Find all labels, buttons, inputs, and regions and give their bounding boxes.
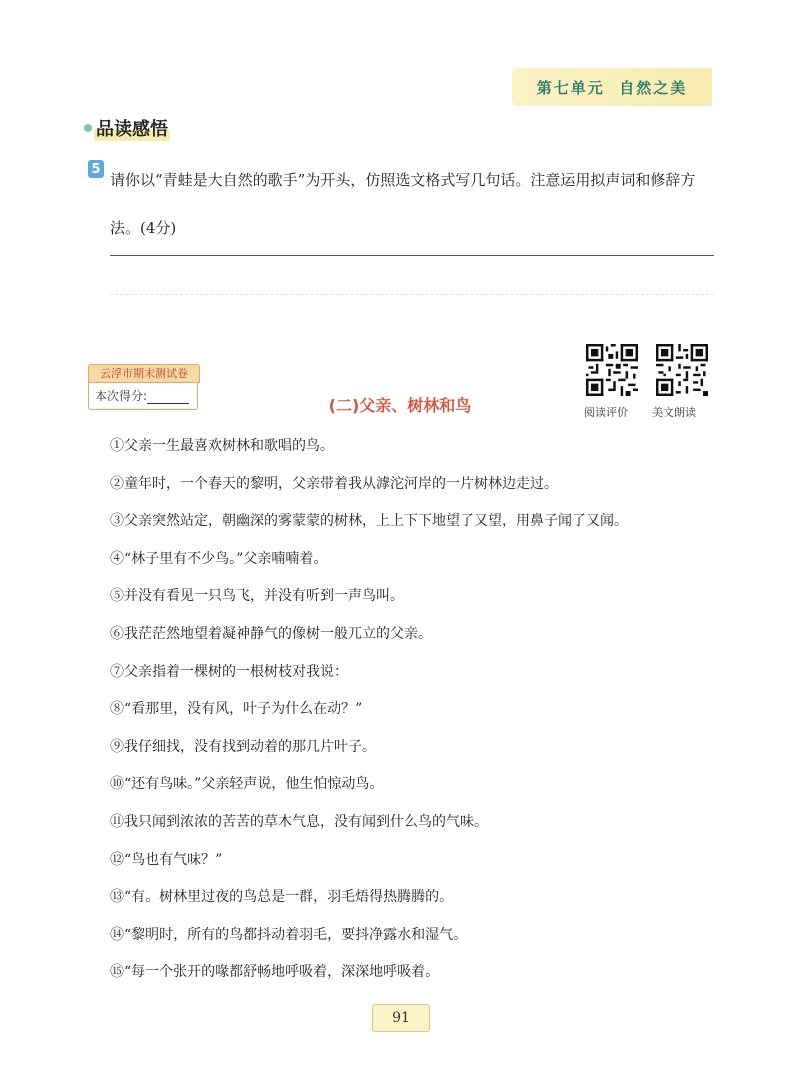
unit-label: 第七单元 自然之美 bbox=[536, 78, 688, 97]
answer-line[interactable] bbox=[110, 255, 714, 256]
paragraph: ④“林子里有不少鸟。”父亲喃喃着。 bbox=[110, 550, 328, 567]
paragraph: ③父亲突然站定，朝幽深的雾蒙蒙的树林，上上下下地望了又望，用鼻子闻了又闻。 bbox=[110, 513, 628, 530]
paragraph: ⑩“还有鸟味。”父亲轻声说，他生怕惊动鸟。 bbox=[110, 776, 384, 793]
question-number-badge: 5 bbox=[88, 160, 104, 178]
score-label: 本次得分: bbox=[95, 389, 148, 403]
paragraph: ②童年时，一个春天的黎明，父亲带着我从滹沱河岸的一片树林边走过。 bbox=[110, 475, 558, 492]
section-divider bbox=[110, 294, 714, 295]
paragraph: ⑧“看那里，没有风，叶子为什么在动？” bbox=[110, 701, 363, 718]
article-title: (二)父亲、树林和鸟 bbox=[328, 396, 472, 415]
paragraph: ①父亲一生最喜欢树林和歌唱的鸟。 bbox=[110, 438, 334, 454]
paragraph: ⑬“有。树林里过夜的鸟总是一群，羽毛焐得热腾腾的。 bbox=[110, 889, 454, 906]
exam-source-tag: 云浮市期末测试卷 bbox=[88, 364, 200, 383]
paragraph: ⑫“鸟也有气味？” bbox=[110, 851, 223, 868]
qr-code-reading-review-icon[interactable] bbox=[586, 344, 638, 396]
page-number: 91 bbox=[372, 1004, 430, 1032]
paragraph: ⑮“每一个张开的喙都舒畅地呼吸着，深深地呼吸着。 bbox=[110, 964, 440, 981]
question-text: 请你以“青蛙是大自然的歌手”为开头，仿照选文格式写几句话。注意运用拟声词和修辞方法。(4分) bbox=[110, 171, 696, 237]
paragraph: ⑥我茫茫然地望着凝神静气的像树一般兀立的父亲。 bbox=[110, 625, 432, 642]
paragraph: ⑪我只闻到浓浓的苦苦的草木气息，没有闻到什么鸟的气味。 bbox=[110, 813, 488, 830]
qr-label-reading-review: 阅读评价 bbox=[584, 406, 628, 419]
paragraph: ⑭“黎明时，所有的鸟都抖动着羽毛，要抖净露水和湿气。 bbox=[110, 926, 468, 943]
score-blank[interactable] bbox=[147, 389, 189, 404]
score-box bbox=[88, 382, 198, 410]
section-dot-icon bbox=[84, 124, 92, 132]
paragraph: ⑨我仔细找，没有找到动着的那几片叶子。 bbox=[110, 738, 376, 755]
article-body bbox=[110, 428, 720, 992]
qr-label-reading-aloud: 美文朗读 bbox=[652, 406, 696, 419]
qr-code-reading-aloud-icon[interactable] bbox=[656, 344, 708, 396]
paragraph: ⑦父亲指着一棵树的一根树枝对我说： bbox=[110, 663, 348, 680]
paragraph: ⑤并没有看见一只鸟飞，并没有听到一声鸟叫。 bbox=[110, 588, 404, 605]
unit-banner bbox=[512, 68, 712, 106]
section-title: 品读感悟 bbox=[94, 115, 170, 141]
section-header bbox=[84, 114, 170, 142]
